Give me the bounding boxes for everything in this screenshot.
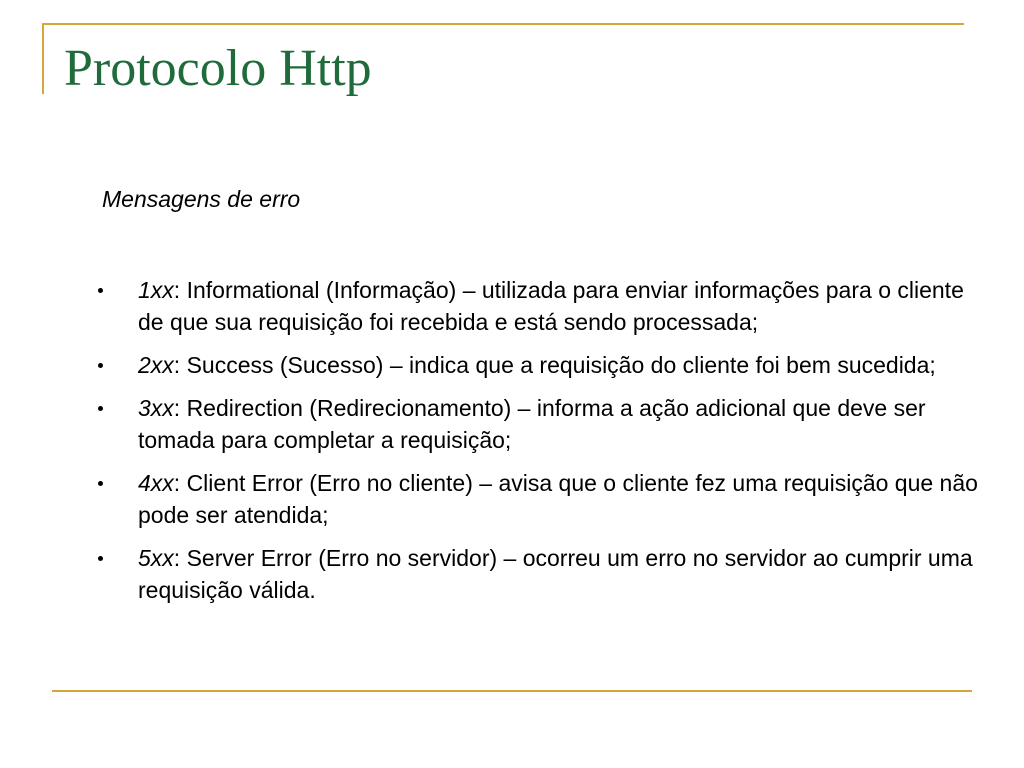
bullet-item-4xx (98, 467, 978, 531)
bullet-list (98, 274, 978, 617)
bullet-item-5xx (98, 542, 978, 606)
status-code-3xx: 3xx (138, 395, 174, 421)
bullet-text-5xx: : Server Error (Erro no servidor) – ocorreu um erro no servidor ao cumprir uma requisição válida. (138, 545, 973, 603)
bullet-item-1xx (98, 274, 978, 338)
status-code-2xx: 2xx (138, 352, 174, 378)
bullet-text-1xx: : Informational (Informação) – utilizada para enviar informações para o cliente de que sua requisição foi recebida e está sendo processada; (138, 277, 964, 335)
bullet-item-3xx (98, 392, 978, 456)
slide-subtitle: Mensagens de erro (102, 186, 301, 212)
bullet-item-2xx (98, 349, 978, 381)
status-code-5xx: 5xx (138, 545, 174, 571)
bullet-text-2xx: : Success (Sucesso) – indica que a requisição do cliente foi bem sucedida; (173, 352, 936, 378)
bullet-dot-icon (98, 288, 103, 293)
bullet-dot-icon (98, 406, 103, 411)
bullet-dot-icon (98, 556, 103, 561)
status-code-4xx: 4xx (138, 470, 174, 496)
slide-title: Protocolo Http (64, 40, 372, 97)
bullet-text-3xx: : Redirection (Redirecionamento) – informa a ação adicional que deve ser tomada para completar a requisição; (138, 395, 926, 453)
left-accent-line (42, 23, 44, 94)
bullet-dot-icon (98, 363, 103, 368)
bottom-accent-line (52, 690, 972, 692)
bullet-dot-icon (98, 481, 103, 486)
bullet-text-4xx: : Client Error (Erro no cliente) – avisa que o cliente fez uma requisição que não pode ser atendida; (138, 470, 978, 528)
top-accent-line (42, 23, 964, 25)
status-code-1xx: 1xx (138, 277, 174, 303)
